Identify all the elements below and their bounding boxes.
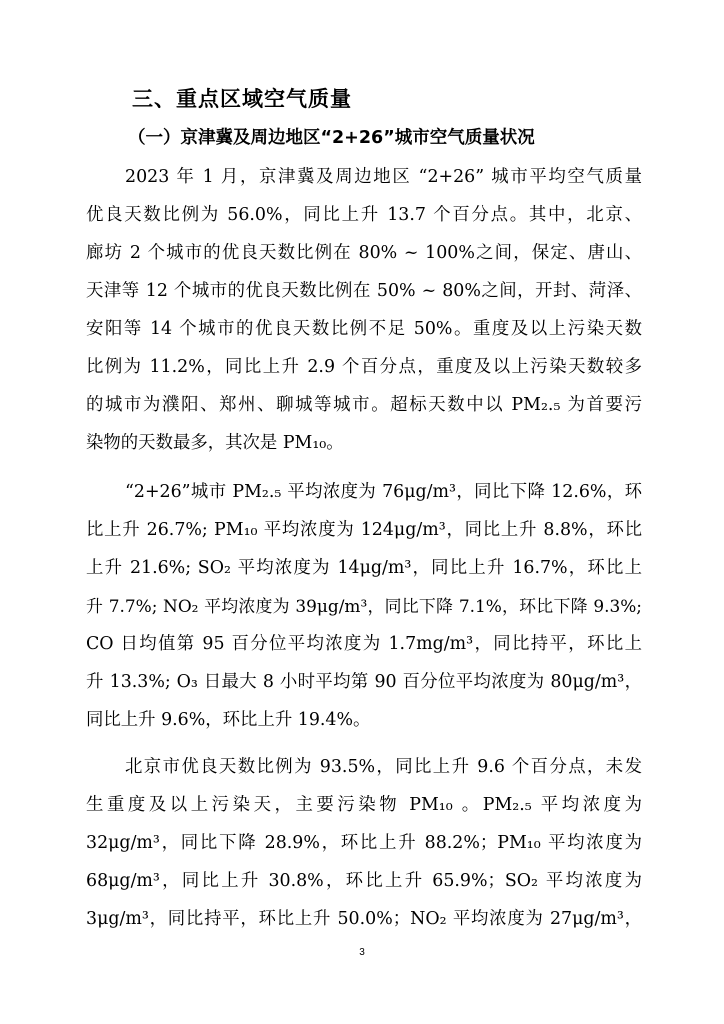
subsection-heading: （一）京津冀及周边地区“2+26”城市空气质量状况 bbox=[128, 128, 535, 148]
text-line: 3μg/m³，同比持平，环比上升 50.0%；NO₂ 平均浓度为 27μg/m³， bbox=[86, 909, 642, 929]
paragraph-beijing bbox=[86, 748, 642, 938]
text-line: CO 日均值第 95 百分位平均浓度为 1.7mg/m³，同比持平，环比上 bbox=[86, 634, 642, 654]
text-line: 的城市为濮阳、郑州、聊城等城市。超标天数中以 PM₂.₅ 为首要污 bbox=[86, 395, 642, 415]
paragraph-pollutant-concentrations bbox=[86, 473, 642, 739]
text-line: 优良天数比例为 56.0%，同比上升 13.7 个百分点。其中，北京、 bbox=[86, 205, 642, 225]
text-line: 2023 年 1 月，京津冀及周边地区 “2+26” 城市平均空气质量 bbox=[125, 167, 642, 187]
text-line: “2+26”城市 PM₂.₅ 平均浓度为 76μg/m³，同比下降 12.6%，环 bbox=[125, 482, 642, 502]
text-line: 升 7.7%; NO₂ 平均浓度为 39μg/m³，同比下降 7.1%，环比下降 9.3%; bbox=[86, 596, 642, 616]
text-line: 北京市优良天数比例为 93.5%，同比上升 9.6 个百分点，未发 bbox=[125, 757, 642, 777]
text-line: 天津等 12 个城市的优良天数比例在 50% ~ 80%之间，开封、菏泽、 bbox=[86, 281, 642, 301]
text-line: 染物的天数最多，其次是 PM₁₀。 bbox=[86, 433, 344, 453]
text-line: 比上升 26.7%; PM₁₀ 平均浓度为 124μg/m³，同比上升 8.8%，环比 bbox=[86, 520, 642, 540]
text-line: 68μg/m³，同比上升 30.8%，环比上升 65.9%；SO₂ 平均浓度为 bbox=[86, 871, 642, 891]
text-line: 生重度及以上污染天，主要污染物 PM₁₀ 。PM₂.₅ 平均浓度为 bbox=[86, 795, 642, 815]
section-heading: 三、重点区域空气质量 bbox=[132, 87, 352, 111]
text-line: 比例为 11.2%，同比上升 2.9 个百分点，重度及以上污染天数较多 bbox=[86, 357, 642, 377]
text-line: 同比上升 9.6%，环比上升 19.4%。 bbox=[86, 710, 371, 730]
text-line: 安阳等 14 个城市的优良天数比例不足 50%。重度及以上污染天数 bbox=[86, 319, 642, 339]
text-line: 上升 21.6%; SO₂ 平均浓度为 14μg/m³，同比上升 16.7%，环比上 bbox=[86, 558, 642, 578]
text-line: 廊坊 2 个城市的优良天数比例在 80% ~ 100%之间，保定、唐山、 bbox=[86, 243, 642, 263]
page-number: 3 bbox=[359, 947, 365, 958]
text-line: 32μg/m³，同比下降 28.9%，环比上升 88.2%；PM₁₀ 平均浓度为 bbox=[86, 833, 642, 853]
paragraph-air-quality-summary bbox=[86, 158, 642, 462]
text-line: 升 13.3%; O₃ 日最大 8 小时平均第 90 百分位平均浓度为 80μg/m³， bbox=[86, 672, 642, 692]
